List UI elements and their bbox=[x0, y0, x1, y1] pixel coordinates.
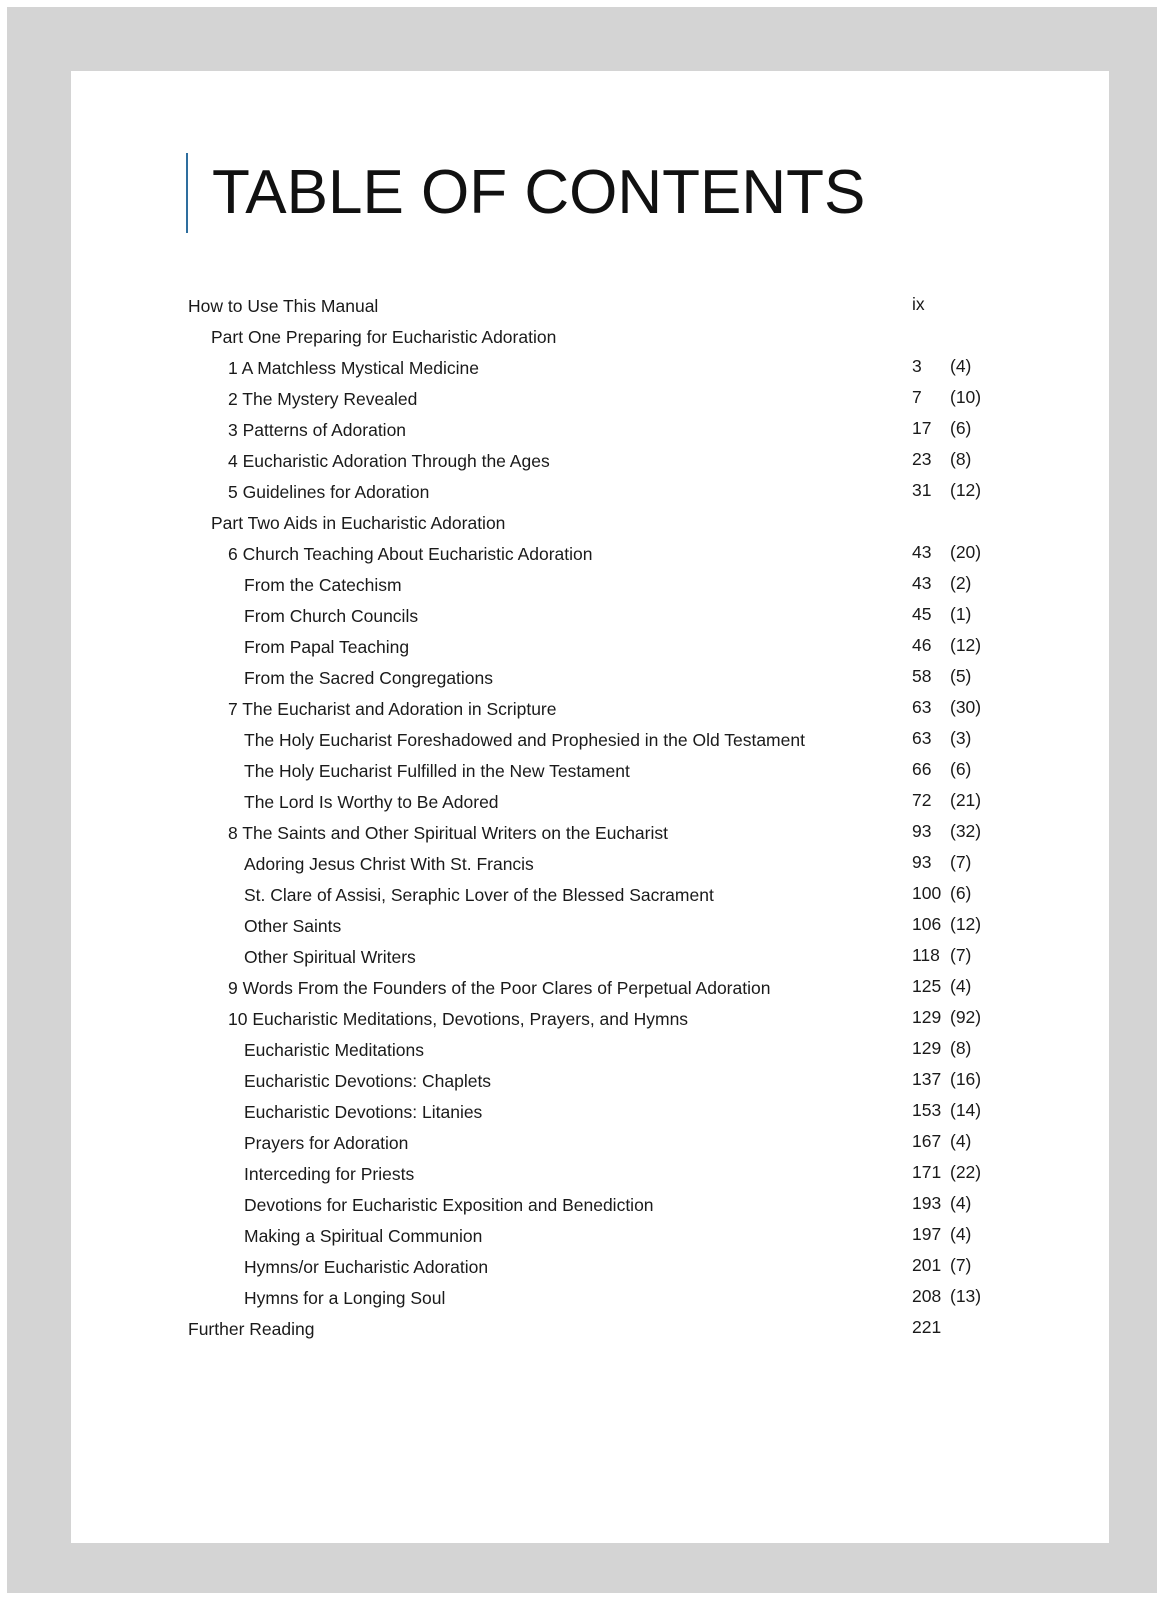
toc-entry-page: 100 bbox=[912, 883, 942, 903]
toc-entry-label: Other Spiritual Writers bbox=[244, 947, 416, 967]
toc-entry[interactable] bbox=[188, 1004, 1048, 1035]
toc-entry-label: 1 A Matchless Mystical Medicine bbox=[228, 358, 479, 378]
toc-entry-count: (6) bbox=[950, 418, 972, 438]
toc-entry-label: 8 The Saints and Other Spiritual Writers on the Eucharist bbox=[228, 823, 668, 843]
toc-entry-count: (4) bbox=[950, 1131, 972, 1151]
toc-entry-page: 43 bbox=[912, 573, 932, 593]
toc-entry-page: 118 bbox=[912, 945, 940, 965]
toc-entry-label: Interceding for Priests bbox=[244, 1164, 415, 1184]
page-title: TABLE OF CONTENTS bbox=[212, 158, 866, 227]
toc-entry-page: 167 bbox=[912, 1131, 942, 1151]
toc-entry-label: Eucharistic Meditations bbox=[244, 1040, 424, 1060]
toc-entry-label: Prayers for Adoration bbox=[244, 1133, 409, 1153]
toc-entry-label: From the Sacred Congregations bbox=[244, 668, 494, 688]
toc-entry-count: (3) bbox=[950, 728, 972, 748]
toc-entry-count: (12) bbox=[950, 914, 982, 934]
toc-entry[interactable] bbox=[188, 1159, 1048, 1190]
toc-entry-count: (7) bbox=[950, 852, 972, 872]
toc-entry[interactable] bbox=[188, 973, 1048, 1004]
toc-entry-page: 197 bbox=[912, 1224, 942, 1244]
toc-entry-count: (20) bbox=[950, 542, 982, 562]
toc-entry[interactable] bbox=[188, 849, 1048, 880]
toc-entry-label: Making a Spiritual Communion bbox=[244, 1226, 483, 1246]
toc-entry[interactable] bbox=[188, 1190, 1048, 1221]
toc-entry[interactable] bbox=[188, 1252, 1048, 1283]
toc-entry-count: (6) bbox=[950, 759, 972, 779]
toc-entry-count: (13) bbox=[950, 1286, 982, 1306]
toc-entry[interactable] bbox=[188, 1035, 1048, 1066]
toc-entry[interactable] bbox=[188, 446, 1048, 477]
toc-entry[interactable] bbox=[188, 353, 1048, 384]
toc-entry[interactable] bbox=[188, 508, 1048, 539]
toc-entry-count: (8) bbox=[950, 449, 972, 469]
toc-entry-count: (12) bbox=[950, 635, 982, 655]
toc-entry-count: (7) bbox=[950, 1255, 972, 1275]
toc-entry[interactable] bbox=[188, 477, 1048, 508]
toc-entry-page: 208 bbox=[912, 1286, 942, 1306]
toc-entry[interactable] bbox=[188, 570, 1048, 601]
toc-entry-label: From the Catechism bbox=[244, 575, 402, 595]
toc-entry-count: (4) bbox=[950, 356, 972, 376]
toc-entry-count: (6) bbox=[950, 883, 972, 903]
toc-entry[interactable] bbox=[188, 291, 1048, 322]
document-page bbox=[71, 71, 1109, 1543]
toc-entry[interactable] bbox=[188, 1097, 1048, 1128]
toc-entry-page: 125 bbox=[912, 976, 942, 996]
toc-entry-label: 3 Patterns of Adoration bbox=[228, 420, 407, 440]
toc-entry-page: 129 bbox=[912, 1038, 942, 1058]
toc-entry[interactable] bbox=[188, 1283, 1048, 1314]
toc-entry-label: Further Reading bbox=[188, 1319, 315, 1339]
toc-entry-count: (4) bbox=[950, 1224, 972, 1244]
toc-entry-label: Adoring Jesus Christ With St. Francis bbox=[244, 854, 534, 874]
toc-entry[interactable] bbox=[188, 632, 1048, 663]
toc-entry-page: 43 bbox=[912, 542, 932, 562]
toc-entry-label: Hymns/or Eucharistic Adoration bbox=[244, 1257, 489, 1277]
toc-entry-page: 93 bbox=[912, 852, 932, 872]
toc-entry-page: 7 bbox=[912, 387, 922, 407]
toc-entry-count: (10) bbox=[950, 387, 982, 407]
toc-entry-label: St. Clare of Assisi, Seraphic Lover of the Blessed Sacrament bbox=[244, 885, 714, 905]
toc-entry-count: (8) bbox=[950, 1038, 972, 1058]
toc-entry-count: (12) bbox=[950, 480, 982, 500]
toc-entry[interactable] bbox=[188, 415, 1048, 446]
toc-entry-page: 129 bbox=[912, 1007, 942, 1027]
toc-entry-label: How to Use This Manual bbox=[188, 296, 379, 316]
toc-entry-count: (4) bbox=[950, 1193, 972, 1213]
toc-entry-page: 72 bbox=[912, 790, 932, 810]
title-block bbox=[186, 153, 865, 233]
toc-entry-count: (1) bbox=[950, 604, 972, 624]
toc-entry-page: 153 bbox=[912, 1100, 942, 1120]
toc-entry-page: 46 bbox=[912, 635, 932, 655]
toc-entry-count: (21) bbox=[950, 790, 982, 810]
toc-entry-label: 9 Words From the Founders of the Poor Clares of Perpetual Adoration bbox=[228, 978, 771, 998]
toc-entry-page: 17 bbox=[912, 418, 932, 438]
toc-entry-count: (4) bbox=[950, 976, 972, 996]
toc-entry-label: Hymns for a Longing Soul bbox=[244, 1288, 446, 1308]
toc-entry[interactable] bbox=[188, 601, 1048, 632]
toc-entry-page: 63 bbox=[912, 728, 932, 748]
toc-entry-count: (92) bbox=[950, 1007, 982, 1027]
toc-entry[interactable] bbox=[188, 384, 1048, 415]
toc-entry-label: 7 The Eucharist and Adoration in Scripture bbox=[228, 699, 557, 719]
toc-entry[interactable] bbox=[188, 880, 1048, 911]
toc-entry[interactable] bbox=[188, 1066, 1048, 1097]
toc-entry[interactable] bbox=[188, 818, 1048, 849]
toc-entry-label: Eucharistic Devotions: Chaplets bbox=[244, 1071, 492, 1091]
toc-entry[interactable] bbox=[188, 942, 1048, 973]
toc-entry[interactable] bbox=[188, 322, 1048, 353]
toc-entry-label: The Holy Eucharist Fulfilled in the New Testament bbox=[244, 761, 630, 781]
toc-entry-label: 4 Eucharistic Adoration Through the Ages bbox=[228, 451, 550, 471]
toc-entry-page: 106 bbox=[912, 914, 942, 934]
toc-entry[interactable] bbox=[188, 1314, 1048, 1345]
toc-entry-page: 193 bbox=[912, 1193, 942, 1213]
toc-entry[interactable] bbox=[188, 539, 1048, 570]
toc-entry-label: Eucharistic Devotions: Litanies bbox=[244, 1102, 483, 1122]
toc-entry-label: The Holy Eucharist Foreshadowed and Prophesied in the Old Testament bbox=[244, 730, 805, 750]
toc-entry-count: (32) bbox=[950, 821, 982, 841]
toc-entry-label: Devotions for Eucharistic Exposition and Benediction bbox=[244, 1195, 654, 1215]
toc-entry-count: (5) bbox=[950, 666, 972, 686]
toc-entry-label: 10 Eucharistic Meditations, Devotions, Prayers, and Hymns bbox=[228, 1009, 689, 1029]
toc-entry[interactable] bbox=[188, 1221, 1048, 1252]
toc-entry-page: 23 bbox=[912, 449, 932, 469]
toc-entry-page: 31 bbox=[912, 480, 932, 500]
toc-entry[interactable] bbox=[188, 756, 1048, 787]
toc-entry-count: (14) bbox=[950, 1100, 982, 1120]
toc-entry-label: 2 The Mystery Revealed bbox=[228, 389, 418, 409]
toc-entry-count: (30) bbox=[950, 697, 982, 717]
page-frame bbox=[7, 7, 1157, 1593]
toc-entry-page: 66 bbox=[912, 759, 932, 779]
toc-entry-count: (16) bbox=[950, 1069, 982, 1089]
toc-entry-page: ix bbox=[912, 294, 925, 314]
toc-entry[interactable] bbox=[188, 725, 1048, 756]
toc-entry-count: (22) bbox=[950, 1162, 982, 1182]
toc-entry-label: 6 Church Teaching About Eucharistic Adoration bbox=[228, 544, 593, 564]
toc-entry[interactable] bbox=[188, 663, 1048, 694]
toc-entry-page: 93 bbox=[912, 821, 932, 841]
toc-entry[interactable] bbox=[188, 694, 1048, 725]
toc-entry[interactable] bbox=[188, 1128, 1048, 1159]
toc-entry-label: 5 Guidelines for Adoration bbox=[228, 482, 430, 502]
toc-entry-page: 171 bbox=[912, 1162, 942, 1182]
toc-entry-count: (7) bbox=[950, 945, 972, 965]
toc-entry-label: From Church Councils bbox=[244, 606, 419, 626]
toc-entry-label: From Papal Teaching bbox=[244, 637, 410, 657]
toc-entry-label: The Lord Is Worthy to Be Adored bbox=[244, 792, 499, 812]
toc-entry-page: 45 bbox=[912, 604, 932, 624]
toc-entry-label: Part One Preparing for Eucharistic Adoration bbox=[211, 327, 557, 347]
toc-entry-page: 221 bbox=[912, 1317, 942, 1337]
toc-entry-label: Part Two Aids in Eucharistic Adoration bbox=[211, 513, 506, 533]
toc-entry-page: 58 bbox=[912, 666, 932, 686]
toc-entry-page: 137 bbox=[912, 1069, 942, 1089]
toc-entry[interactable] bbox=[188, 787, 1048, 818]
toc-entry-page: 63 bbox=[912, 697, 932, 717]
toc-entry-page: 3 bbox=[912, 356, 922, 376]
toc-entry-page: 201 bbox=[912, 1255, 942, 1275]
toc-entry-label: Other Saints bbox=[244, 916, 342, 936]
table-of-contents bbox=[188, 291, 1048, 1345]
toc-entry-count: (2) bbox=[950, 573, 972, 593]
toc-entry[interactable] bbox=[188, 911, 1048, 942]
